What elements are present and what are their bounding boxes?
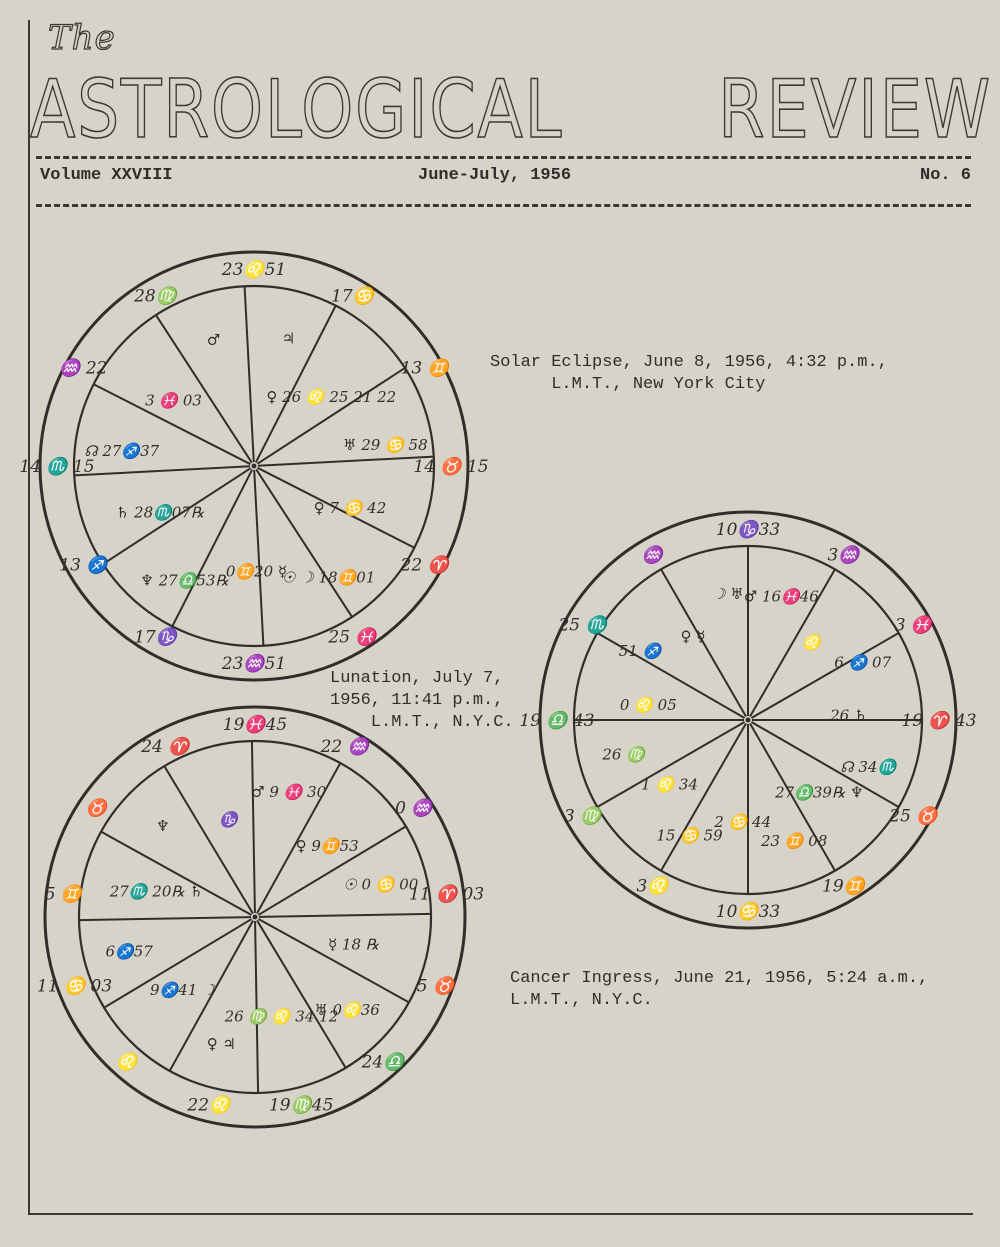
planet-label: 23 ♊ 08 bbox=[760, 832, 828, 851]
planet-label: 0 ♌ 05 bbox=[619, 696, 677, 715]
planet-label: ☊ 27♐37 bbox=[84, 442, 160, 461]
planet-label: ♅ 0♌36 bbox=[314, 1001, 380, 1020]
planet-label: ♆ bbox=[156, 816, 170, 835]
masthead-title-left: ASTROLOGICAL bbox=[30, 63, 564, 156]
cusp-label: 14 ♉ 15 bbox=[413, 457, 489, 477]
cusp-label: 14 ♏ 15 bbox=[19, 457, 95, 477]
planet-label: ☊ 34♏ bbox=[840, 758, 897, 777]
planet-label: ♃ bbox=[281, 329, 296, 348]
cusp-label: 22 ♒ bbox=[320, 737, 369, 758]
caption-solar-eclipse: Solar Eclipse, June 8, 1956, 4:32 p.m., L.M.T., New York City bbox=[490, 353, 888, 394]
volume-label: Volume XXVIII bbox=[40, 166, 173, 185]
cusp-label: 10♑33 bbox=[715, 520, 781, 540]
planet-label: 0♊20 ☿ bbox=[225, 562, 288, 581]
cusp-label: 22 ♈ bbox=[400, 555, 449, 576]
planet-label: 6 ♐ 07 bbox=[834, 653, 892, 672]
planet-label: ♀ ☿ bbox=[680, 627, 706, 646]
cusp-label: 3♌ bbox=[636, 876, 669, 897]
masthead-title-right: REVIEW bbox=[718, 63, 992, 156]
planet-label: ☉ ☽ 18♊01 bbox=[282, 568, 376, 587]
cusp-label: 25 ♏ bbox=[558, 615, 607, 636]
planet-label: 26 ♄ bbox=[830, 706, 868, 725]
planet-label: ☽ ♅ bbox=[712, 584, 744, 603]
masthead-the: The bbox=[48, 18, 116, 58]
cusp-label: 28♍ bbox=[134, 286, 177, 307]
planet-label: ♀ ♃ bbox=[206, 1034, 236, 1053]
cusp-label: 11 ♋ 03 bbox=[36, 976, 113, 997]
cusp-label: 25 ♉ bbox=[889, 806, 938, 827]
planet-label: ♀ 7 ♋ 42 bbox=[313, 499, 387, 518]
cusp-label: 3 ♍ bbox=[563, 806, 602, 827]
planet-label: ♀ 9♊53 bbox=[295, 836, 359, 855]
planet-label: ☿ 18 ℞ bbox=[327, 935, 380, 954]
planet-label: 3 ♓ 03 bbox=[145, 391, 202, 410]
cusp-label: 19 ♈ 43 bbox=[901, 711, 977, 731]
cusp-label: 3 ♓ bbox=[894, 615, 933, 636]
cusp-label: 5 ♉ bbox=[416, 976, 455, 997]
planet-label: 6♐57 bbox=[105, 942, 153, 961]
planet-label: ♂ bbox=[206, 331, 221, 350]
cusp-label: ♉ bbox=[85, 798, 107, 819]
planet-label: 1 ♌ 34 bbox=[641, 775, 698, 794]
planet-label: ♌ bbox=[802, 633, 821, 652]
cusp-label: 19♓45 bbox=[222, 715, 288, 735]
caption-lunation: Lunation, July 7, 1956, 11:41 p.m., L.M.T., N.Y.C. bbox=[330, 669, 514, 732]
issue-number: No. 6 bbox=[920, 166, 972, 185]
cusp-label: 17♑ bbox=[134, 627, 177, 648]
planet-label: 15 ♋ 59 bbox=[656, 826, 723, 845]
planet-label: 9♐41 ☽ bbox=[150, 981, 216, 1000]
cusp-label: 24 ♈ bbox=[141, 737, 190, 758]
cusp-label: ♌ bbox=[116, 1052, 138, 1073]
cusp-label: 23♌51 bbox=[221, 260, 287, 280]
cusp-label: 22♌ bbox=[187, 1095, 231, 1116]
cusp-label: 13 ♐ bbox=[59, 555, 108, 576]
planet-label: ♅ 29 ♋ 58 bbox=[343, 435, 428, 454]
planet-label: ♄ 28♏07℞ bbox=[115, 503, 205, 522]
cusp-label: ♒ 22 bbox=[59, 358, 108, 379]
chart-center-dot bbox=[746, 718, 751, 723]
cusp-label: 25 ♓ bbox=[328, 627, 377, 648]
cusp-label: 19♊ bbox=[822, 876, 865, 897]
cusp-label: 11 ♈ 03 bbox=[408, 884, 485, 905]
cusp-label: 17♋ bbox=[331, 286, 374, 307]
planet-label: ♆ 27♎53℞ bbox=[140, 571, 229, 590]
cusp-label: 23♒51 bbox=[221, 654, 287, 674]
planet-label: ♑ bbox=[219, 810, 238, 829]
cusp-label: 13 ♊ bbox=[400, 358, 449, 379]
planet-label: 51 ♐ bbox=[618, 641, 662, 660]
cusp-label: ♒ bbox=[641, 545, 664, 566]
planet-label: 27♏ 20℞ ♄ bbox=[109, 882, 204, 901]
planet-label: ♀ 26 ♌ 25 21 22 bbox=[266, 387, 397, 406]
cusp-label: 19 ♎ 43 bbox=[519, 711, 595, 731]
cusp-label: 24♎ bbox=[361, 1052, 405, 1073]
planet-label: 26 ♍ bbox=[602, 745, 645, 764]
caption-cancer-ingress: Cancer Ingress, June 21, 1956, 5:24 a.m., L.M.T., N.Y.C. bbox=[510, 969, 929, 1010]
planet-label: 2 ♋ 44 bbox=[714, 812, 772, 831]
planet-label: ☉ 0 ♋ 00 bbox=[343, 875, 419, 894]
cusp-label: 5 ♊ bbox=[44, 884, 83, 905]
planet-label: ♂ 9 ♓ 30 bbox=[251, 783, 327, 802]
cusp-label: 0 ♒ bbox=[395, 798, 433, 819]
planet-label: 26 ♍ ♌ 34 12 bbox=[224, 1007, 339, 1026]
planet-label: 27♎39℞ ♆ bbox=[775, 783, 864, 802]
cusp-label: 19♍45 bbox=[268, 1095, 334, 1116]
planet-label: ♂ 16♓46 bbox=[743, 587, 819, 606]
cusp-label: 3♒ bbox=[827, 545, 860, 566]
issue-date: June-July, 1956 bbox=[418, 166, 572, 185]
cusp-label: 10♋33 bbox=[715, 902, 781, 922]
